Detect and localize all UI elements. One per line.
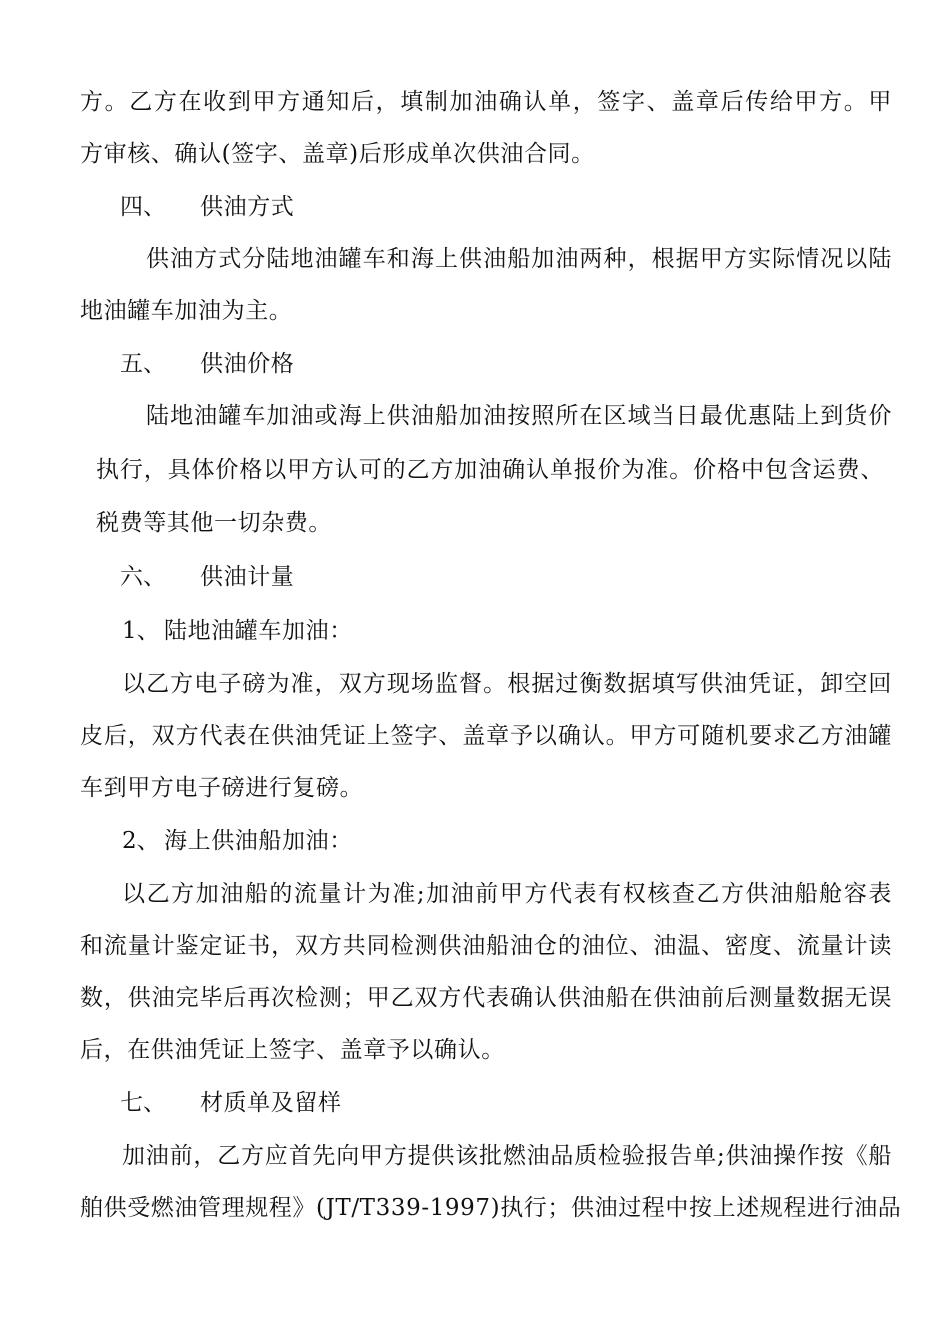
paragraph-line: 执行，具体价格以甲方认可的乙方加油确认单报价为准。价格中包含运费、 [96,457,884,483]
subsection-number: 2、 [122,828,160,854]
paragraph-line: 税费等其他一切杂费。 [96,510,332,536]
section-number: 四、 [120,194,166,220]
section-title: 材质单及留样 [200,1090,342,1116]
paragraph-line: 方。乙方在收到甲方通知后，填制加油确认单，签字、盖章后传给甲方。甲 [80,89,892,115]
subsection-number: 1、 [122,618,160,644]
paragraph-line: 以乙方电子磅为准，双方现场监督。根据过衡数据填写供油凭证，卸空回 [122,671,892,697]
subsection-title: 陆地油罐车加油： [164,618,353,644]
paragraph-line: 方审核、确认(签字、盖章)后形成单次供油合同。 [80,141,595,167]
paragraph-line: 以乙方加油船的流量计为准;加油前甲方代表有权核查乙方供油船舱容表 [122,881,892,907]
paragraph-line: 陆地油罐车加油或海上供油船加油按照所在区域当日最优惠陆上到货价 [146,403,892,429]
paragraph-line: 皮后，双方代表在供油凭证上签字、盖章予以确认。甲方可随机要求乙方油罐 [80,723,892,749]
paragraph-line: 舶供受燃油管理规程》(JT/T339-1997)执行；供油过程中按上述规程进行油品 [80,1195,902,1221]
paragraph-line: 数，供油完毕后再次检测；甲乙双方代表确认供油船在供油前后测量数据无误 [80,985,892,1011]
paragraph-line: 加油前，乙方应首先向甲方提供该批燃油品质检验报告单;供油操作按《船 [122,1143,892,1169]
paragraph-line: 地油罐车加油为主。 [80,298,293,324]
section-title: 供油计量 [200,564,295,590]
paragraph-line: 车到甲方电子磅进行复磅。 [80,775,364,801]
paragraph-line: 和流量计鉴定证书，双方共同检测供油船油仓的油位、油温、密度、流量计读 [80,933,892,959]
section-title: 供油价格 [200,351,295,377]
paragraph-line: 供油方式分陆地油罐车和海上供油船加油两种，根据甲方实际情况以陆 [146,246,892,272]
paragraph-line: 后，在供油凭证上签字、盖章予以确认。 [80,1037,505,1063]
section-number: 七、 [120,1090,166,1116]
section-number: 六、 [120,564,166,590]
section-number: 五、 [120,351,166,377]
subsection-title: 海上供油船加油： [164,828,353,854]
section-title: 供油方式 [200,194,295,220]
